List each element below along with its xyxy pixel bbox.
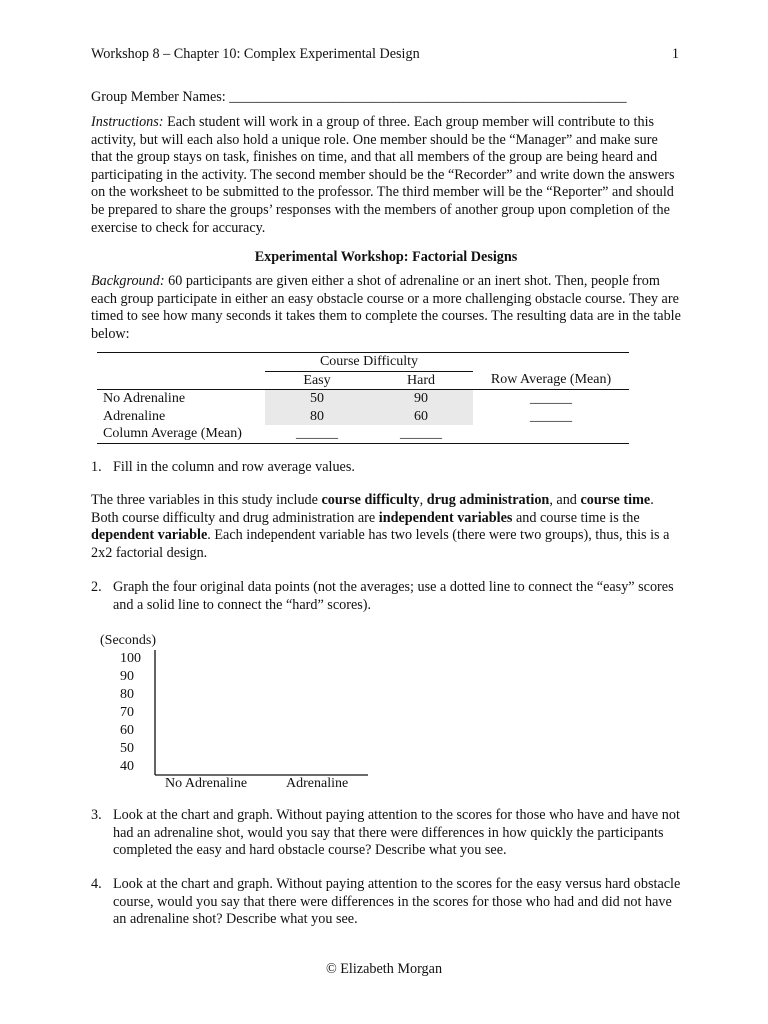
y-tick-label: 90	[120, 669, 134, 684]
question-number: 3.	[91, 807, 102, 823]
table-column-average-row	[97, 425, 629, 443]
group-names-label: Group Member Names:	[91, 89, 226, 105]
question-number: 1.	[91, 459, 102, 475]
cell-value: 80	[265, 408, 369, 426]
x-category-label: No Adrenaline	[165, 776, 248, 790]
col-hard-header: Hard	[369, 371, 473, 390]
text-run: ,	[419, 492, 427, 508]
document-title: Workshop 8 – Chapter 10: Complex Experimental Design	[91, 46, 420, 62]
section-title: Experimental Workshop: Factorial Designs	[254, 249, 518, 265]
question-1	[91, 459, 681, 477]
table-row	[97, 390, 629, 408]
group-names-blank: ________________________________________________________	[229, 89, 627, 105]
table-row	[97, 408, 629, 426]
copyright-footer: © Elizabeth Morgan	[325, 961, 443, 977]
cell-value: 60	[369, 408, 473, 426]
question-text: Graph the four original data points (not the averages; use a dotted line to connect the “easy” scores and a solid line to connect the “hard” scores).	[113, 579, 674, 613]
table-column-header-row	[97, 371, 629, 390]
background-label: Background:	[91, 273, 165, 289]
cell-value: 90	[369, 390, 473, 408]
text-run: and course time is the	[512, 509, 640, 526]
text-run: . Both course difficulty and drug administration are	[91, 492, 654, 526]
column-average-easy-blank: ______	[265, 425, 369, 443]
row-average-blank: ______	[530, 391, 572, 406]
x-category-label: Adrenaline	[286, 776, 349, 790]
y-axis-label: (Seconds)	[100, 633, 156, 648]
instructions-text: Each student will work in a group of three. Each group member will contribute to this activity, but will each also hold a unique role. One member should be the “Manager” and make sure that the group stays on task, finishes on time, and that all members of the group are being heard and participating in the activity. The second member should be the “Recorder” and write down the answers on the worksheet to be submitted to the professor. The third member will be the “Reporter” and should be prepared to share the groups’ responses with the members of another group upon completion of the exercise to check for accuracy.	[91, 114, 675, 236]
question-text: Look at the chart and graph. Without paying attention to the scores for those who have and have not had an adrenaline shot, would you say that there were differences in how quickly the participants completed the easy and hard obstacle course? Describe what you see.	[113, 807, 680, 859]
bold-term: course difficulty	[321, 492, 420, 508]
question-4	[91, 876, 681, 929]
y-tick-label: 70	[120, 705, 134, 720]
instructions-paragraph	[91, 114, 681, 237]
instructions-label: Instructions:	[91, 114, 164, 130]
text-run: . Each independent variable has two levels (there were two groups), thus, this is a 2x2 factorial design.	[91, 527, 670, 561]
table-header-row	[97, 353, 629, 372]
question-2	[91, 579, 681, 614]
question-text: Look at the chart and graph. Without paying attention to the scores for the easy versus hard obstacle course, would you say that there were differences in the scores for those who had and did not have an adrenaline shot? Describe what you see.	[113, 876, 681, 928]
bold-term: independent variables	[378, 509, 513, 526]
bold-term: drug administration	[426, 492, 550, 508]
y-tick-label: 60	[120, 723, 134, 738]
row-average-blank: ______	[530, 408, 572, 424]
col-easy-header: Easy	[265, 371, 369, 390]
column-average-hard-blank: ______	[369, 425, 473, 443]
y-tick-label: 80	[120, 687, 134, 702]
group-names-line	[91, 89, 681, 106]
page-header	[91, 46, 679, 66]
column-average-label: Column Average (Mean)	[97, 425, 265, 443]
y-tick-label: 40	[120, 759, 134, 774]
col-row-average-header: Row Average (Mean)	[473, 371, 629, 390]
y-tick-label: 50	[120, 741, 134, 756]
question-text: Fill in the column and row average values.	[113, 459, 355, 475]
text-run: , and	[549, 492, 581, 508]
background-text: 60 participants are given either a shot of adrenaline or an inert shot. Then, people from each group participate in either an easy obstacle course or a more challenging obstacle course. They are timed to see how many seconds it takes them to complete the courses. The resulting data are in the table below:	[91, 273, 681, 342]
page-number: 1	[671, 46, 679, 62]
row-label: No Adrenaline	[103, 391, 186, 406]
bold-term: dependent variable	[91, 527, 208, 544]
question-3	[91, 807, 681, 860]
y-tick-label: 100	[120, 651, 141, 666]
row-label: Adrenaline	[103, 408, 166, 424]
question-number: 2.	[91, 579, 102, 595]
bold-term: course time	[580, 492, 651, 508]
cell-value: 50	[265, 390, 369, 408]
question-number: 4.	[91, 876, 102, 892]
course-difficulty-header: Course Difficulty	[265, 353, 473, 372]
background-paragraph	[91, 273, 681, 343]
text-run: The three variables in this study include	[91, 492, 322, 508]
variables-paragraph	[91, 492, 681, 562]
data-table	[97, 352, 629, 444]
blank-graph	[98, 630, 398, 790]
